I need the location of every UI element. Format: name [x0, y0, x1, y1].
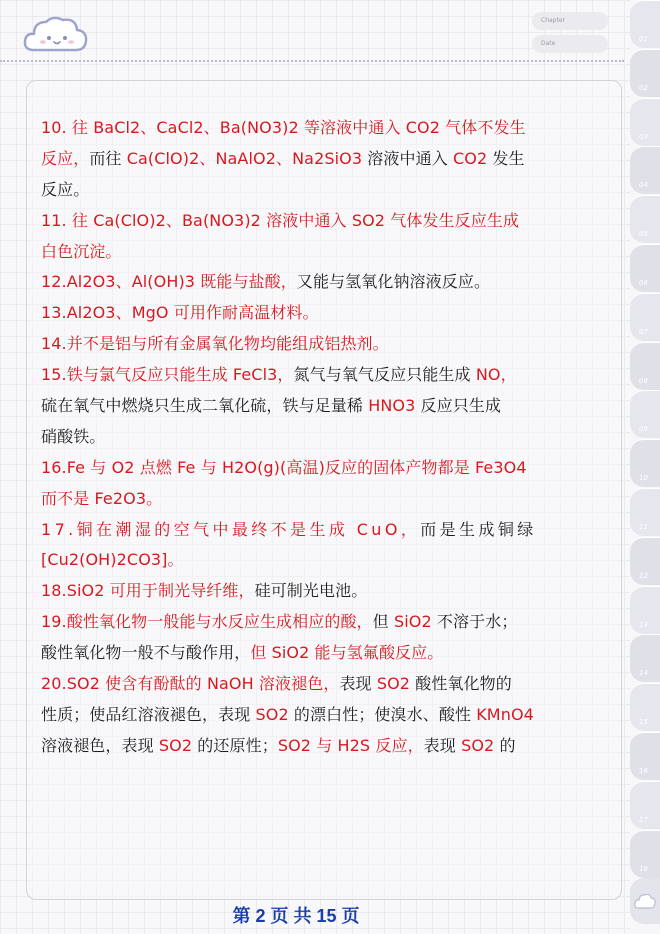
plain-text: 但 — [372, 612, 394, 632]
chapter-tab-15[interactable]: 15 — [630, 683, 660, 731]
cloud-logo-icon — [20, 12, 92, 56]
date-label: Date — [541, 40, 556, 47]
highlighted-text: 白色沉淀。 — [41, 241, 122, 261]
note-line — [41, 453, 621, 484]
chapter-tab-11[interactable]: 11 — [630, 488, 660, 536]
plain-text: 又能与氢氧化钠溶液反应。 — [296, 272, 491, 292]
note-line — [41, 576, 621, 607]
note-line — [41, 731, 621, 762]
chapter-tab-07[interactable]: 07 — [630, 293, 660, 341]
plain-text: 硫在氧气中燃烧只生成二氧化硫，铁与足量稀 — [41, 396, 369, 416]
note-line — [41, 360, 621, 391]
chapter-tab-14[interactable]: 14 — [630, 634, 660, 682]
highlighted-text: SiO2 — [393, 612, 432, 632]
highlighted-text: KMnO4 — [476, 704, 534, 724]
highlighted-text: 12.Al2O3、Al(OH)3 既能与盐酸， — [41, 272, 297, 292]
chapter-tabs — [630, 0, 660, 934]
note-line — [41, 669, 621, 700]
note-line — [41, 206, 621, 237]
cloud-tab-icon — [630, 878, 660, 924]
highlighted-text: 而不是 Fe2O3。 — [41, 488, 163, 508]
plain-text: 溶液褪色，表现 — [41, 735, 159, 755]
highlighted-text: 10. 往 BaCl2、CaCl2、Ba(NO3)2 等溶液中通入 CO2 气体不发生 — [41, 118, 526, 137]
plain-text: 硅可制光电池。 — [254, 581, 368, 601]
highlighted-text: 11. 往 Ca(ClO)2、Ba(NO3)2 溶液中通入 SO2 气体发生反应生成 — [41, 210, 520, 230]
highlighted-text: SO2 — [376, 674, 411, 694]
highlighted-text: Ca(ClO)2、NaAlO2、Na2SiO3 — [126, 148, 363, 168]
chapter-tab-10[interactable]: 10 — [630, 439, 660, 487]
highlighted-text: NO， — [475, 365, 517, 385]
highlighted-text: SO2 — [461, 735, 495, 755]
plain-text: 表现 — [339, 674, 377, 694]
highlighted-text: 20.SO2 使含有酚酞的 NaOH 溶液褪色， — [41, 674, 340, 694]
highlighted-text: 13.Al2O3、MgO 可用作耐高温材料。 — [41, 303, 319, 323]
note-line — [41, 607, 621, 638]
highlighted-text: 16.Fe 与 O2 点燃 Fe 与 H2O(g)(高温)反应的固体产物都是 Fe3O4 — [41, 457, 527, 477]
plain-text: 不溶于水； — [431, 612, 518, 632]
page-footer: 第 2 页 共 15 页 — [232, 906, 360, 926]
chapter-tab-08[interactable]: 08 — [630, 342, 660, 390]
note-line — [41, 175, 621, 206]
chapter-tab-05[interactable]: 05 — [630, 195, 660, 243]
note-line — [41, 545, 621, 576]
plain-text: 硝酸铁。 — [41, 426, 106, 446]
highlighted-text: 但 SiO2 能与氢氟酸反应。 — [250, 643, 444, 663]
plain-text: 溶液中通入 — [362, 148, 453, 168]
plain-text: 酸性氧化物的 — [410, 674, 512, 694]
note-line — [41, 638, 621, 669]
note-line — [41, 484, 621, 515]
chapter-tab-16[interactable]: 16 — [630, 732, 660, 780]
chapter-tab-13[interactable]: 13 — [630, 586, 660, 634]
note-line — [41, 700, 621, 731]
highlighted-text: 15.铁与氯气反应只能生成 FeCl3， — [41, 365, 294, 385]
chapter-tab-06[interactable]: 06 — [630, 244, 660, 292]
plain-text: 性质；使品红溶液褪色，表现 — [41, 704, 256, 724]
chapter-tab-02[interactable]: 02 — [630, 49, 660, 97]
chapter-tab-01[interactable]: 01 — [630, 0, 660, 48]
plain-text: 发生 — [487, 148, 525, 168]
highlighted-text: SO2 — [255, 704, 289, 724]
plain-text: 的漂白性；使溴水、酸性 — [288, 704, 477, 724]
plain-text: 而往 — [89, 148, 127, 168]
chapter-tab-09[interactable]: 09 — [630, 390, 660, 438]
note-line — [41, 267, 621, 298]
plain-text: 酸性氧化物一般不与酸作用， — [41, 643, 251, 663]
plain-text: 而是生成铜绿 — [420, 519, 537, 539]
plain-text: 的还原性； — [192, 735, 278, 755]
highlighted-text: HNO3 — [368, 396, 416, 416]
note-line — [41, 329, 621, 360]
chapter-field — [532, 12, 608, 30]
notes-body — [41, 113, 621, 762]
highlighted-text: 19.酸性氧化物一般能与水反应生成相应的酸， — [41, 612, 373, 632]
date-field — [532, 35, 608, 53]
note-line — [41, 144, 621, 175]
header-divider — [0, 60, 624, 62]
chapter-tab-03[interactable]: 03 — [630, 98, 660, 146]
highlighted-text: [Cu2(OH)2CO3]。 — [41, 550, 184, 570]
highlighted-text: SO2 与 H2S 反应， — [277, 735, 424, 755]
chapter-label: Chapter — [541, 17, 565, 24]
plain-text: 反应。 — [41, 179, 90, 199]
highlighted-text: 反应， — [41, 148, 90, 168]
note-line — [41, 298, 621, 329]
plain-text: 表现 — [423, 735, 462, 755]
chapter-tab-17[interactable]: 17 — [630, 781, 660, 829]
highlighted-text: 18.SiO2 可用于制光导纤维， — [41, 581, 255, 601]
chapter-tab-12[interactable]: 12 — [630, 537, 660, 585]
note-line — [41, 391, 621, 422]
plain-text: 的 — [494, 735, 516, 755]
highlighted-text: CO2 — [453, 148, 488, 168]
plain-text: 氮气与氧气反应只能生成 — [293, 365, 476, 385]
chapter-tab-04[interactable]: 04 — [630, 146, 660, 194]
highlighted-text: SO2 — [158, 735, 193, 755]
chapter-tab-18[interactable]: 18 — [630, 830, 660, 878]
plain-text: 反应只生成 — [415, 396, 502, 416]
note-line — [41, 113, 621, 144]
note-line — [41, 237, 621, 268]
highlighted-text: 17.铜在潮湿的空气中最终不是生成 CuO， — [41, 519, 421, 539]
note-line — [41, 515, 621, 546]
note-line — [41, 422, 621, 453]
highlighted-text: 14.并不是铝与所有金属氧化物均能组成铝热剂。 — [41, 334, 389, 354]
